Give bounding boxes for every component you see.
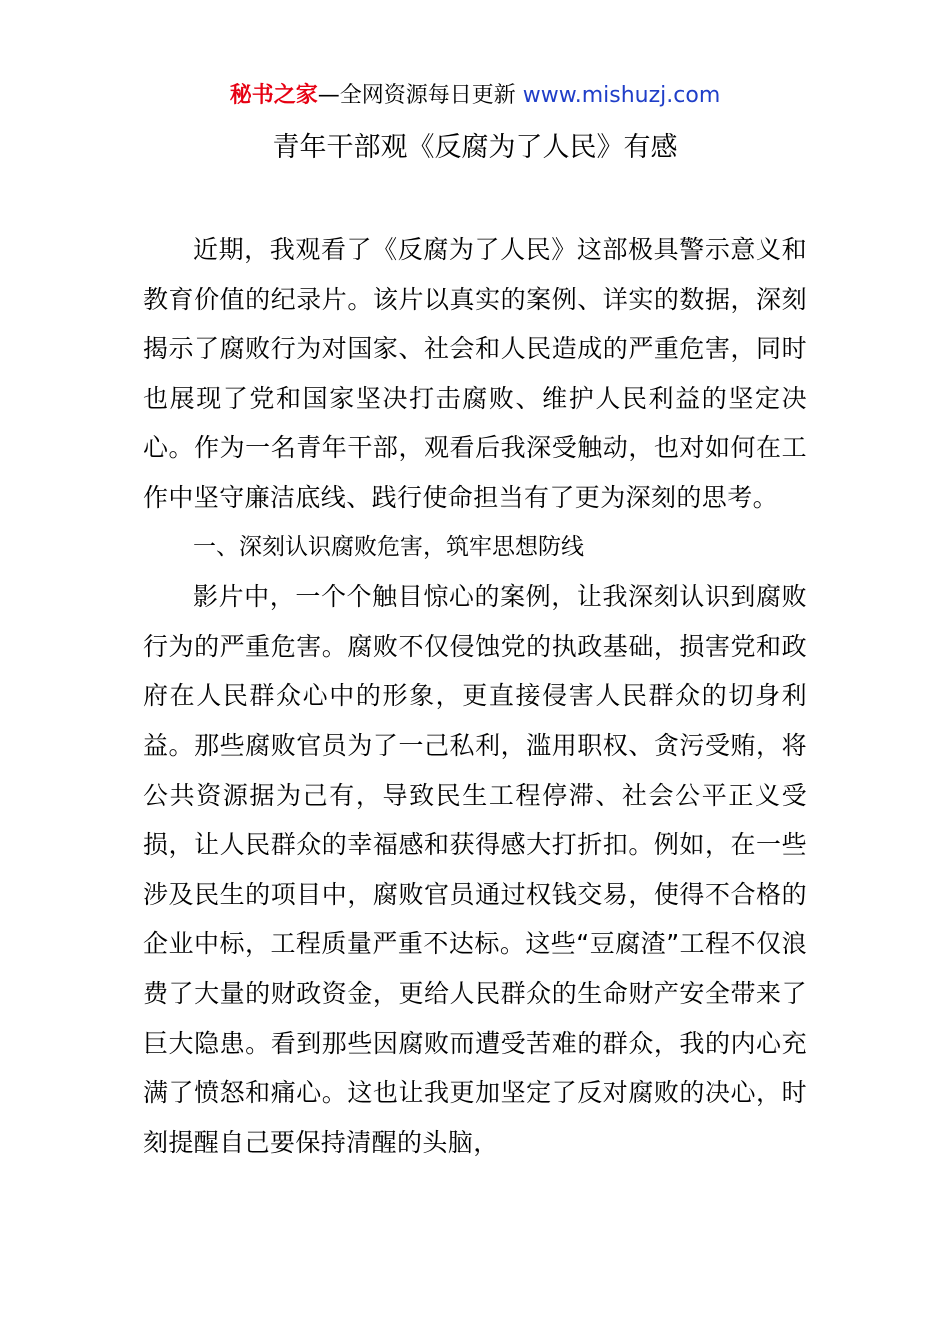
section-1-paragraph: 影片中，一个个触目惊心的案例，让我深刻认识到腐败行为的严重危害。腐败不仅侵蚀党的执政基础，损害党和政府在人民群众心中的形象，更直接侵害人民群众的切身利益。那些腐败官员为了一己私利，滥用职权、贪污受贿，将公共资源据为己有，导致民生工程停滞、社会公平正义受损，让人民群众的幸福感和获得感大打折扣。例如，在一些涉及民生的项目中，腐败官员通过权钱交易，使得不合格的企业中标，工程质量严重不达标。这些“豆腐渣”工程不仅浪费了大量的财政资金，更给人民群众的生命财产安全带来了巨大隐患。看到那些因腐败而遭受苦难的群众，我的内心充满了愤怒和痛心。这也让我更加坚定了反对腐败的决心，时刻提醒自己要保持清醒的头脑， bbox=[143, 582, 807, 1157]
site-tagline: —全网资源每日更新 bbox=[317, 83, 523, 108]
site-header bbox=[0, 80, 950, 112]
section-1-heading: 一、深刻认识腐败危害，筑牢思想防线 bbox=[193, 533, 584, 560]
document-body bbox=[143, 225, 807, 1167]
site-brand: 秘书之家 bbox=[229, 83, 318, 108]
intro-paragraph: 近期，我观看了《反腐为了人民》这部极具警示意义和教育价值的纪录片。该片以真实的案例、详实的数据，深刻揭示了腐败行为对国家、社会和人民造成的严重危害，同时也展现了党和国家坚决打击腐败、维护人民利益的坚定决心。作为一名青年干部，观看后我深受触动，也对如何在工作中坚守廉洁底线、践行使命担当有了更为深刻的思考。 bbox=[143, 235, 807, 512]
document-title: 青年干部观《反腐为了人民》有感 bbox=[272, 132, 678, 163]
site-url-link[interactable]: www.mishuzj.com bbox=[522, 83, 721, 108]
